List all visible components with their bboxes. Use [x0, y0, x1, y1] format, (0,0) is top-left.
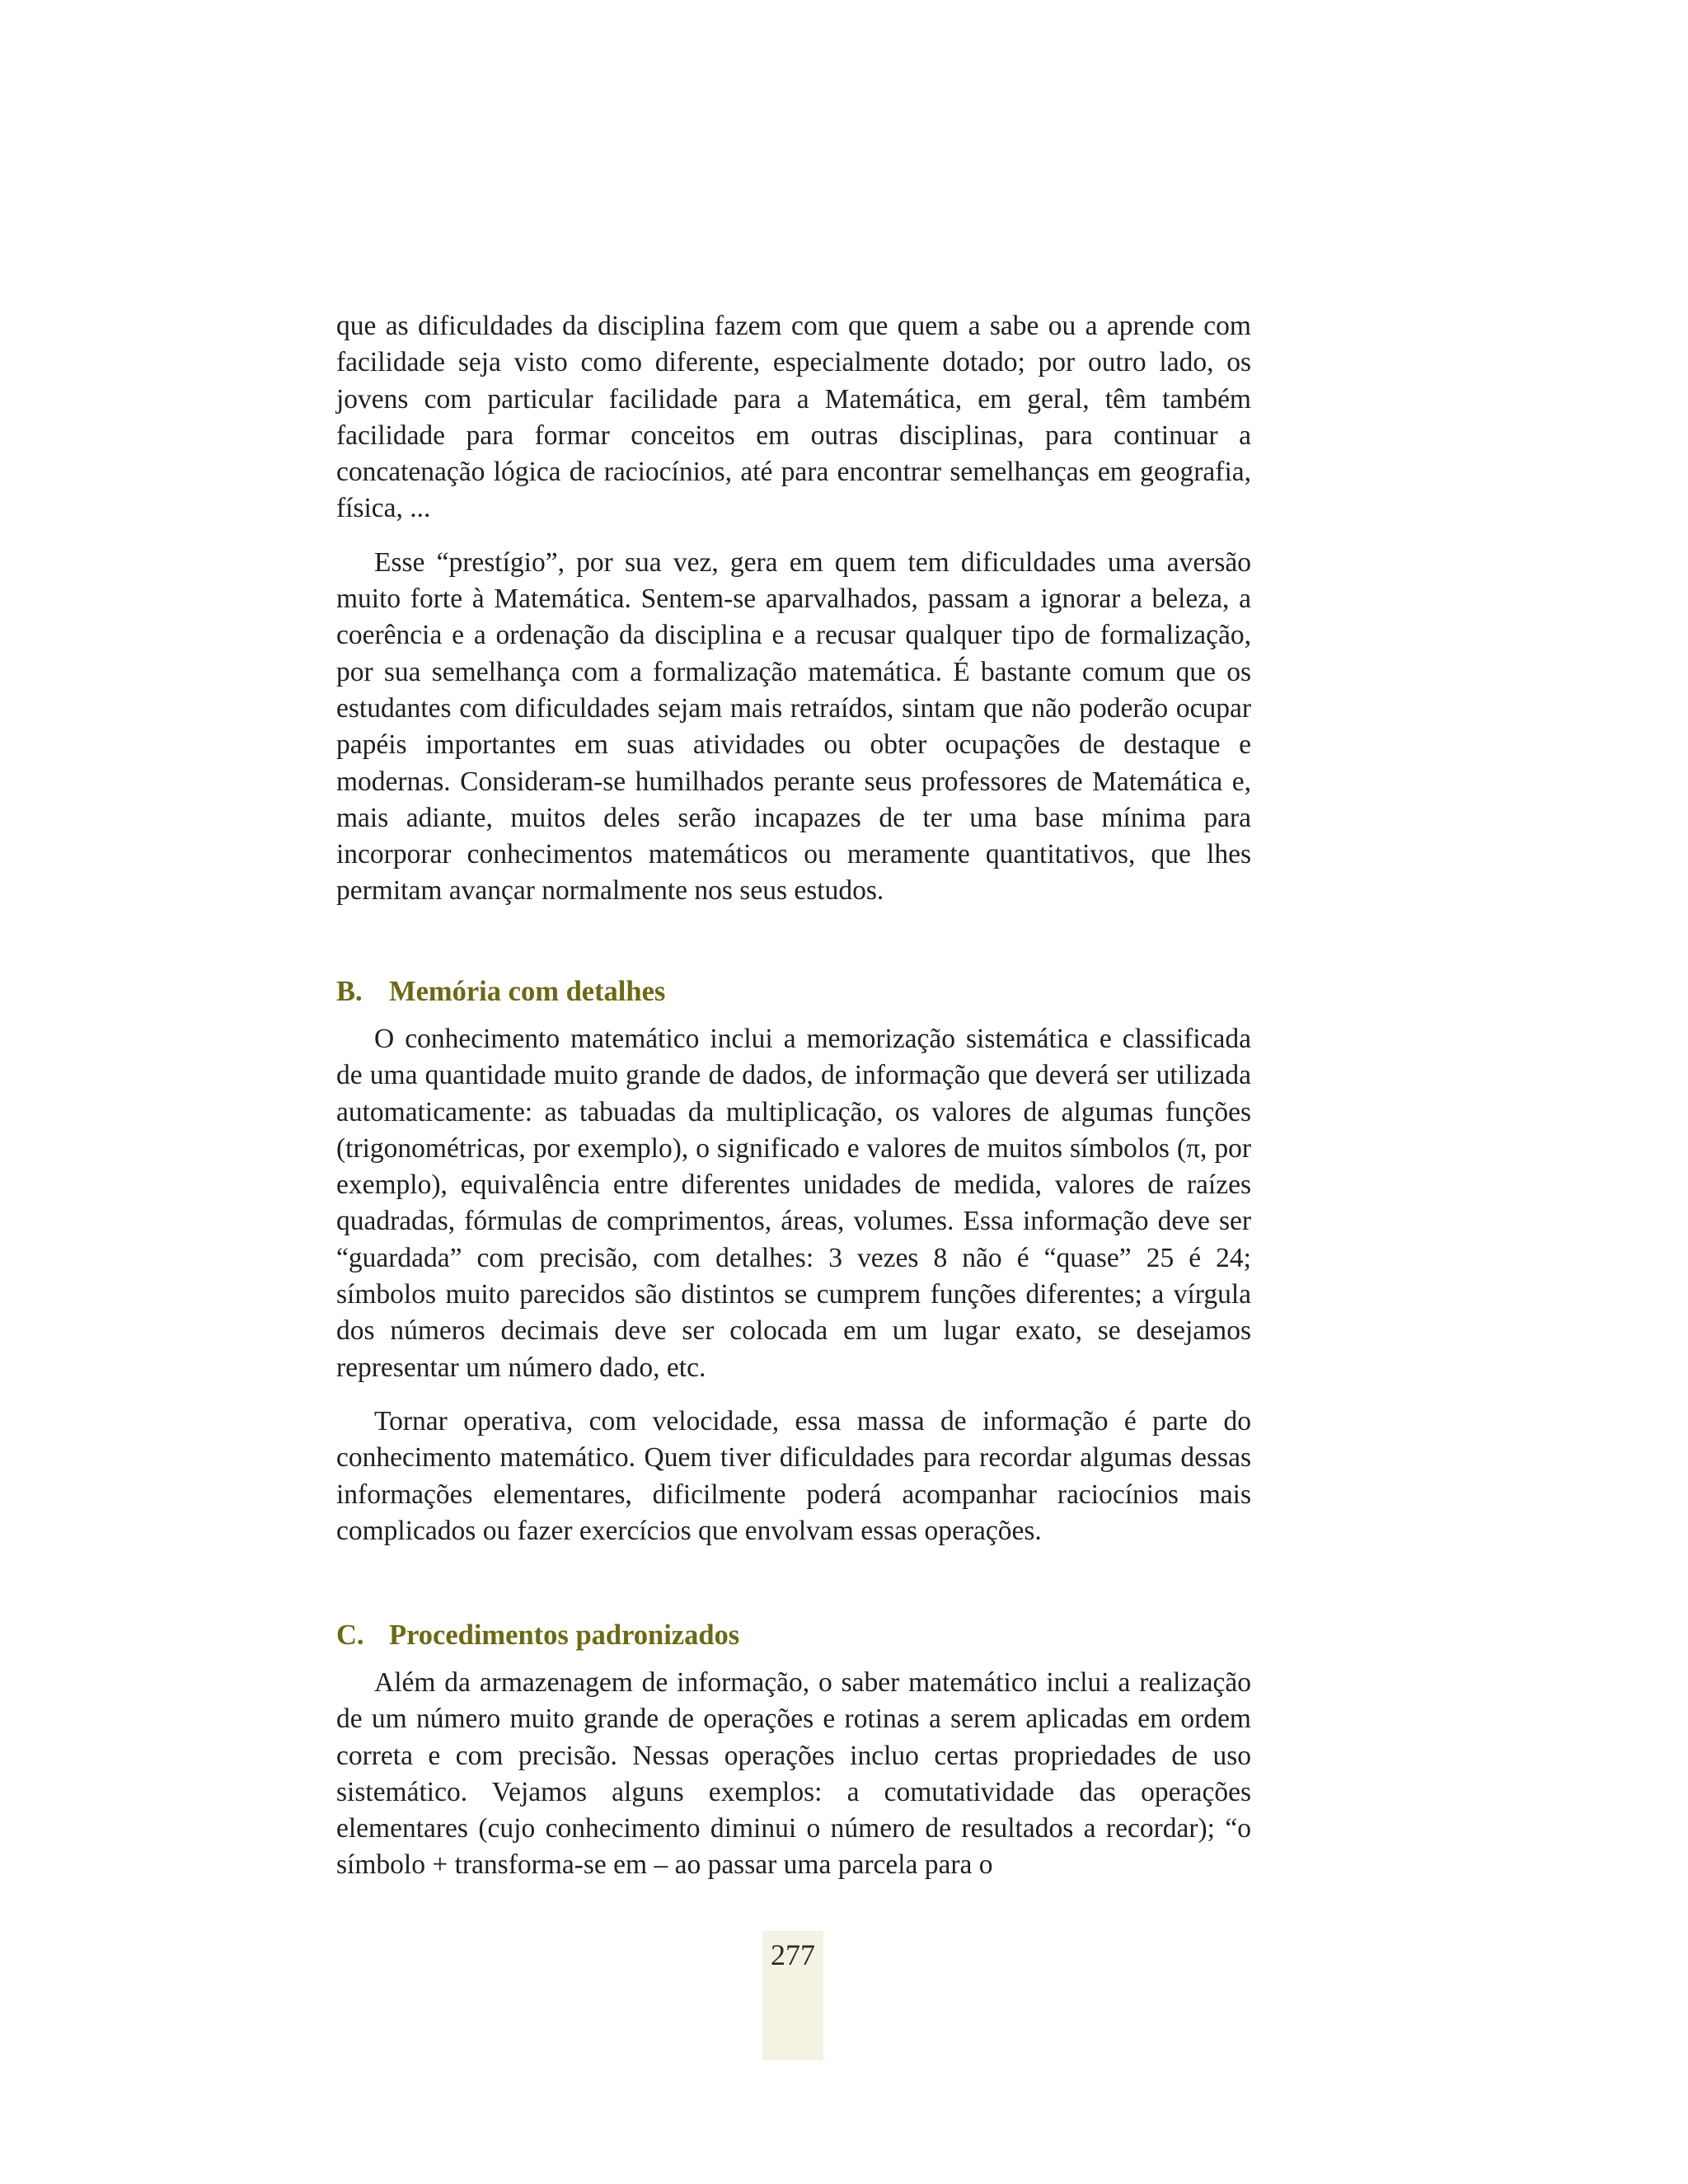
section-b-paragraph-1: O conhecimento matemático inclui a memorização sistemática e classificada de uma quantidade muito grande de dados, de informação que deverá ser utilizada automaticamente: as tabuadas da multiplicação, os valores de algumas funções (trigonométricas, por exemplo), o significado e valores de muitos símbolos (π, por exemplo), equivalência entre diferentes unidades de medida, valores de raízes quadradas, fórmulas de comprimentos, áreas, volumes. Essa informação deve ser “guardada” com precisão, com detalhes: 3 vezes 8 não é “quase” 25 é 24; símbolos muito parecidos são distintos se cumprem funções diferentes; a vírgula dos números decimais deve ser colocada em um lugar exato, se desejamos representar um número dado, etc.	[336, 1024, 1251, 1383]
section-b-title: Memória com detalhes	[389, 976, 666, 1007]
section-c-heading	[336, 1617, 1251, 1653]
page-number: 277	[771, 1938, 815, 1971]
section-c	[336, 1617, 1251, 1884]
section-b-paragraph-2: Tornar operativa, com velocidade, essa massa de informação é parte do conhecimento matemático. Quem tiver dificuldades para recordar algumas dessas informações elementares, dificilmente poderá acompanhar raciocínios mais complicados ou fazer exercícios que envolvam essas operações.	[336, 1405, 1251, 1546]
continuation-paragraph: que as dificuldades da disciplina fazem com que quem a sabe ou a aprende com facilidade seja visto como diferente, especialmente dotado; por outro lado, os jovens com particular facilidade para a Matemática, em geral, têm também facilidade para formar conceitos em outras disciplinas, para continuar a concatenação lógica de raciocínios, até para encontrar semelhanças em geografia, física, ...	[336, 311, 1251, 524]
section-c-letter: C.	[336, 1619, 364, 1651]
paragraph-prestigio: Esse “prestígio”, por sua vez, gera em quem tem dificuldades uma aversão muito forte à Matemática. Sentem-se aparvalhados, passam a ignorar a beleza, a coerência e a ordenação da disciplina e a recusar qualquer tipo de formalização, por sua semelhança com a formalização matemática. É bastante comum que os estudantes com dificuldades sejam mais retraídos, sintam que não poderão ocupar papéis importantes em suas atividades ou obter ocupações de destaque e modernas. Consideram-se humilhados perante seus professores de Matemática e, mais adiante, muitos deles serão incapazes de ter uma base mínima para incorporar conhecimentos matemáticos ou meramente quantitativos, que lhes permitam avançar normalmente nos seus estudos.	[336, 546, 1251, 907]
section-c-paragraph-1: Além da armazenagem de informação, o saber matemático inclui a realização de um número muito grande de operações e rotinas a serem aplicadas em ordem correta e com precisão. Nessas operações incluo certas propriedades de uso sistemático. Vejamos alguns exemplos: a comutatividade das operações elementares (cujo conhecimento diminui o número de resultados a recordar); “o símbolo + transforma-se em – ao passar uma parcela para o	[336, 1667, 1251, 1881]
section-b-heading	[336, 973, 1251, 1010]
section-b-letter: B.	[336, 976, 363, 1007]
section-b	[336, 973, 1251, 1549]
section-c-title: Procedimentos padronizados	[389, 1619, 740, 1651]
text-block-top	[336, 308, 1251, 910]
